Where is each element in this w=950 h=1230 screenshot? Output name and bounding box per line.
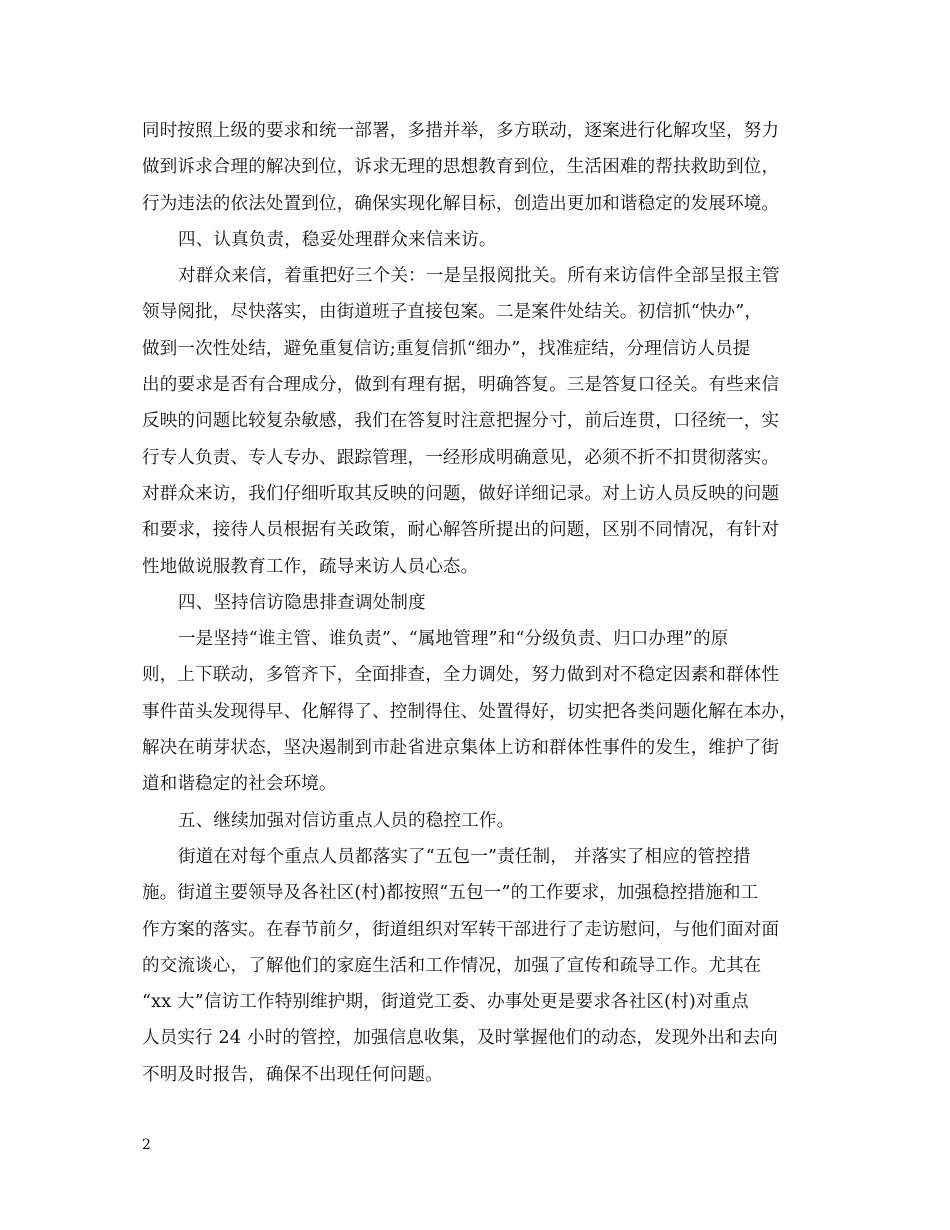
paragraph-line: 对群众来访，我们仔细听取其反映的问题，做好详细记录。对上访人员反映的问题 (142, 483, 780, 504)
document-body (142, 113, 822, 1093)
paragraph-line: 事件苗头发现得早、化解得了、控制得住、处置得好，切实把各类问题化解在本办， (142, 701, 797, 722)
paragraph-line: 同时按照上级的要求和统一部署，多措并举，多方联动，逐案进行化解攻坚，努力 (142, 121, 780, 141)
paragraph-line-indented: 四、坚持信访隐患排查调处制度 (178, 592, 426, 613)
paragraph-line: 道和谐稳定的社会环境。 (142, 774, 337, 795)
paragraph-line-indented: 四、认真负责，稳妥处理群众来信来访。 (178, 229, 497, 250)
paragraph-line: 不明及时报告，确保不出现任何问题。 (142, 1064, 443, 1085)
paragraph-line-indented: 五、继续加强对信访重点人员的稳控工作。 (178, 810, 515, 831)
paragraph-line-indented: 街道在对每个重点人员都落实了“五包一”责任制， 并落实了相应的管控措 (178, 846, 751, 867)
paragraph-line: 出的要求是否有合理成分，做到有理有据，明确答复。三是答复口径关。有些来信 (142, 375, 780, 396)
paragraph-line: 反映的问题比较复杂敏感，我们在答复时注意把握分寸，前后连贯，口径统一，实 (142, 411, 780, 432)
paragraph-line: 施。街道主要领导及各社区(村)都按照“五包一”的工作要求，加强稳控措施和工 (142, 883, 759, 904)
paragraph-line: 行为违法的依法处置到位，确保实现化解目标，创造出更加和谐稳定的发展环境。 (142, 193, 780, 214)
paragraph-line: 人员实行 24 小时的管控，加强信息收集，及时掌握他们的动态，发现外出和去向 (142, 1028, 778, 1049)
paragraph-line-indented: 对群众来信，着重把好三个关：一是呈报阅批关。所有来访信件全部呈报主管 (178, 266, 780, 287)
paragraph-line: 做到一次性处结，避免重复信访;重复信抓“细办”，找准症结，分理信访人员提 (142, 338, 751, 359)
page-number: 2 (142, 1137, 151, 1153)
paragraph-line: “xx 大”信访工作特别维护期，街道党工委、办事处更是要求各社区(村)对重点 (142, 992, 749, 1013)
paragraph-line: 解决在萌芽状态，坚决遏制到市赴省进京集体上访和群体性事件的发生，维护了街 (142, 738, 780, 759)
paragraph-line-indented: 一是坚持“谁主管、谁负责”、“属地管理”和“分级负责、归口办理”的原 (178, 629, 729, 650)
paragraph-line: 行专人负责、专人专办、跟踪管理，一经形成明确意见，必须不折不扣贯彻落实。 (142, 447, 780, 468)
paragraph-line: 性地做说服教育工作，疏导来访人员心态。 (142, 556, 479, 577)
paragraph-line: 和要求，接待人员根据有关政策，耐心解答所提出的问题，区别不同情况，有针对 (142, 520, 780, 541)
paragraph-line: 则，上下联动，多管齐下，全面排查，全力调处，努力做到对不稳定因素和群体性 (142, 665, 780, 686)
paragraph-line: 作方案的落实。在春节前夕，街道组织对军转干部进行了走访慰问，与他们面对面 (142, 919, 780, 940)
paragraph-line: 领导阅批，尽快落实，由街道班子直接包案。二是案件处结关。初信抓“快办”， (142, 302, 763, 323)
paragraph-line: 做到诉求合理的解决到位，诉求无理的思想教育到位，生活困难的帮扶救助到位， (142, 157, 780, 178)
paragraph-line: 的交流谈心，了解他们的家庭生活和工作情况，加强了宣传和疏导工作。尤其在 (142, 955, 762, 976)
